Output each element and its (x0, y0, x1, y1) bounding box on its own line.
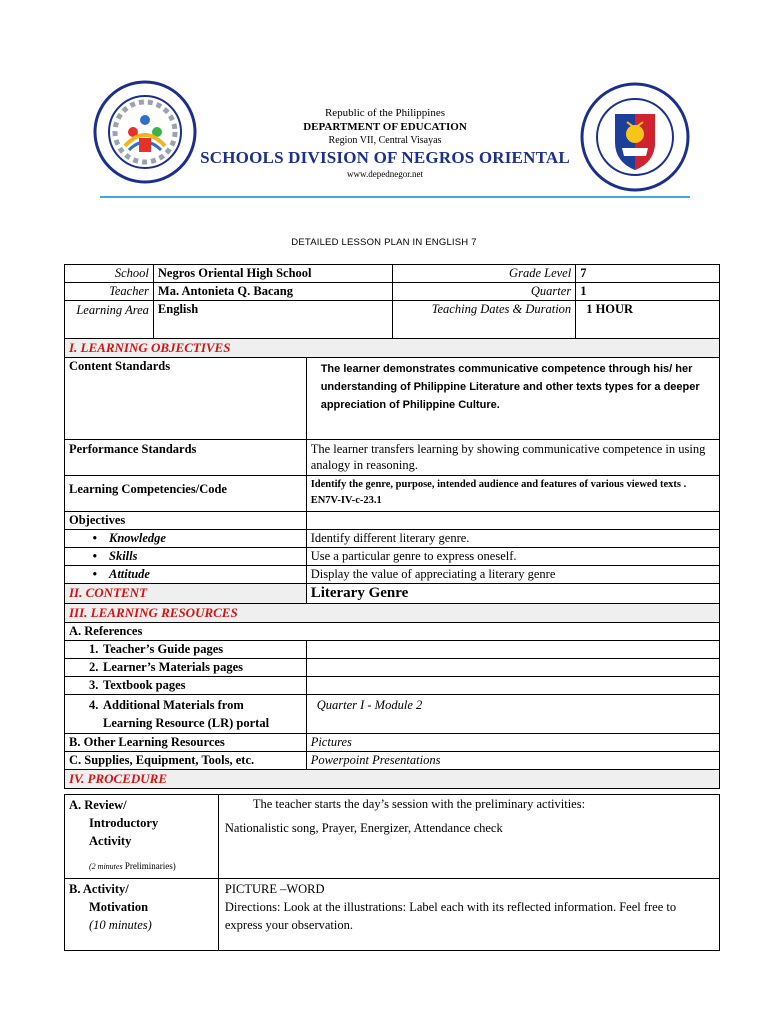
supplies-value: Powerpoint Presentations (306, 752, 719, 770)
learners-materials-value (306, 659, 719, 677)
table-row (65, 604, 720, 623)
activity-time: (10 minutes) (89, 918, 152, 932)
letterhead-text (200, 107, 570, 180)
content-standards-label: Content Standards (65, 358, 307, 440)
grade-level-label: Grade Level (393, 265, 576, 283)
content-heading: II. CONTENT (65, 584, 307, 604)
table-row (65, 358, 720, 440)
website-label: www.depednegor.net (347, 169, 423, 179)
learning-area-value: English (153, 301, 393, 339)
additional-materials-row-label (65, 695, 307, 734)
table-row (65, 265, 720, 283)
header-divider (100, 196, 690, 198)
competencies-value: Identify the genre, purpose, intended audience and features of various viewed texts . EN7V-IV-c-23.1 (306, 476, 719, 512)
content-value: Literary Genre (306, 584, 719, 604)
procedure-heading: IV. PROCEDURE (65, 770, 720, 789)
review-text-1: The teacher starts the day’s session with the preliminary activities: (252, 797, 586, 811)
teacher-value: Ma. Antonieta Q. Bacang (153, 283, 393, 301)
skills-label: Skills (109, 549, 138, 563)
table-row (65, 339, 720, 358)
table-row (65, 770, 720, 789)
region-label: Region VII, Central Visayas (328, 135, 442, 146)
table-row (65, 623, 720, 641)
activity-label (65, 879, 219, 951)
department-label: DEPARTMENT OF EDUCATION (303, 121, 467, 133)
activity-text-1: PICTURE –WORD (224, 882, 325, 896)
performance-standards-value: The learner transfers learning by showing communicative competence in using analogy in reasoning. (306, 440, 719, 476)
table-row (65, 641, 720, 659)
objectives-empty (306, 512, 719, 530)
skills-row-label (65, 548, 307, 566)
activity-text-2: Directions: Look at the illustrations: Label each with its reflected information. Feel free to express your observation. (224, 900, 677, 932)
table-row (65, 677, 720, 695)
teacher-label: Teacher (65, 283, 154, 301)
review-label-2: Introductory (89, 816, 159, 830)
knowledge-row-label (65, 530, 307, 548)
learning-area-label: Learning Area (65, 301, 154, 339)
review-note (69, 860, 214, 873)
school-value: Negros Oriental High School (153, 265, 393, 283)
table-row (65, 283, 720, 301)
division-label: SCHOOLS DIVISION OF NEGROS ORIENTAL (200, 148, 570, 167)
review-label-1: A. Review/ (69, 798, 127, 812)
textbook-value (306, 677, 719, 695)
supplies-label: C. Supplies, Equipment, Tools, etc. (65, 752, 307, 770)
other-resources-label: B. Other Learning Resources (65, 734, 307, 752)
document-title: DETAILED LESSON PLAN IN ENGLISH 7 (291, 237, 477, 248)
list-number: 1. (89, 642, 99, 656)
bullet-icon: • (92, 567, 97, 581)
republic-label: Republic of the Philippines (324, 107, 446, 119)
table-row (65, 476, 720, 512)
teachers-guide-row-label (65, 641, 307, 659)
additional-materials-label-1: Additional Materials from (103, 698, 244, 712)
learners-materials-label: Learner’s Materials pages (103, 660, 244, 674)
school-info-table (64, 264, 720, 339)
textbook-label: Textbook pages (103, 678, 186, 692)
learners-materials-row-label (65, 659, 307, 677)
knowledge-label: Knowledge (109, 531, 166, 545)
table-row (65, 440, 720, 476)
competencies-label: Learning Competencies/Code (65, 476, 307, 512)
teaching-dates-label: Teaching Dates & Duration (393, 301, 576, 339)
procedure-table (64, 794, 720, 951)
quarter-value: 1 (576, 283, 720, 301)
objectives-label: Objectives (65, 512, 307, 530)
list-number: 4. (89, 698, 99, 712)
attitude-label: Attitude (109, 567, 150, 581)
table-row (65, 734, 720, 752)
attitude-row-label (65, 566, 307, 584)
quarter-label: Quarter (393, 283, 576, 301)
list-number: 2. (89, 660, 99, 674)
skills-value: Use a particular genre to express oneself. (306, 548, 719, 566)
school-label: School (65, 265, 154, 283)
activity-label-1: B. Activity/ (69, 882, 129, 896)
review-value (218, 795, 719, 879)
review-text-2: Nationalistic song, Prayer, Energizer, Attendance check (224, 821, 503, 835)
duration-value: 1 HOUR (576, 301, 720, 339)
activity-value (218, 879, 719, 951)
other-resources-value: Pictures (306, 734, 719, 752)
table-row (65, 659, 720, 677)
teachers-guide-label: Teacher’s Guide pages (103, 642, 224, 656)
textbook-row-label (65, 677, 307, 695)
deped-division-seal-icon (93, 80, 197, 184)
review-label (65, 795, 219, 879)
table-row (65, 752, 720, 770)
table-row (65, 530, 720, 548)
list-number: 3. (89, 678, 99, 692)
teachers-guide-value (306, 641, 719, 659)
additional-materials-value: Quarter I - Module 2 (306, 695, 719, 734)
additional-materials-label-2: Learning Resource (LR) portal (103, 716, 270, 730)
references-label: A. References (65, 623, 720, 641)
table-row (65, 301, 720, 339)
table-row (65, 584, 720, 604)
content-standards-value: The learner demonstrates communicative competence through his/ her understanding of Philippine Literature and other texts types for a deeper appreciation of Philippine Culture. (306, 358, 719, 440)
table-row (65, 512, 720, 530)
grade-level-value: 7 (576, 265, 720, 283)
attitude-value: Display the value of appreciating a literary genre (306, 566, 719, 584)
bullet-icon: • (92, 531, 97, 545)
table-row (65, 695, 720, 734)
learning-resources-heading: III. LEARNING RESOURCES (65, 604, 720, 623)
review-note-text: Preliminaries) (124, 861, 176, 871)
letterhead (0, 0, 768, 210)
review-label-3: Activity (89, 834, 132, 848)
review-note-italic: (2 minutes (89, 862, 123, 871)
performance-standards-label: Performance Standards (65, 440, 307, 476)
knowledge-value: Identify different literary genre. (306, 530, 719, 548)
learning-objectives-heading: I. LEARNING OBJECTIVES (65, 339, 720, 358)
activity-label-2: Motivation (89, 900, 149, 914)
bullet-icon: • (92, 549, 97, 563)
lesson-plan-table (64, 338, 720, 789)
table-row (65, 566, 720, 584)
table-row (65, 879, 720, 951)
kagawaran-seal-icon (580, 82, 690, 192)
table-row (65, 795, 720, 879)
table-row (65, 548, 720, 566)
